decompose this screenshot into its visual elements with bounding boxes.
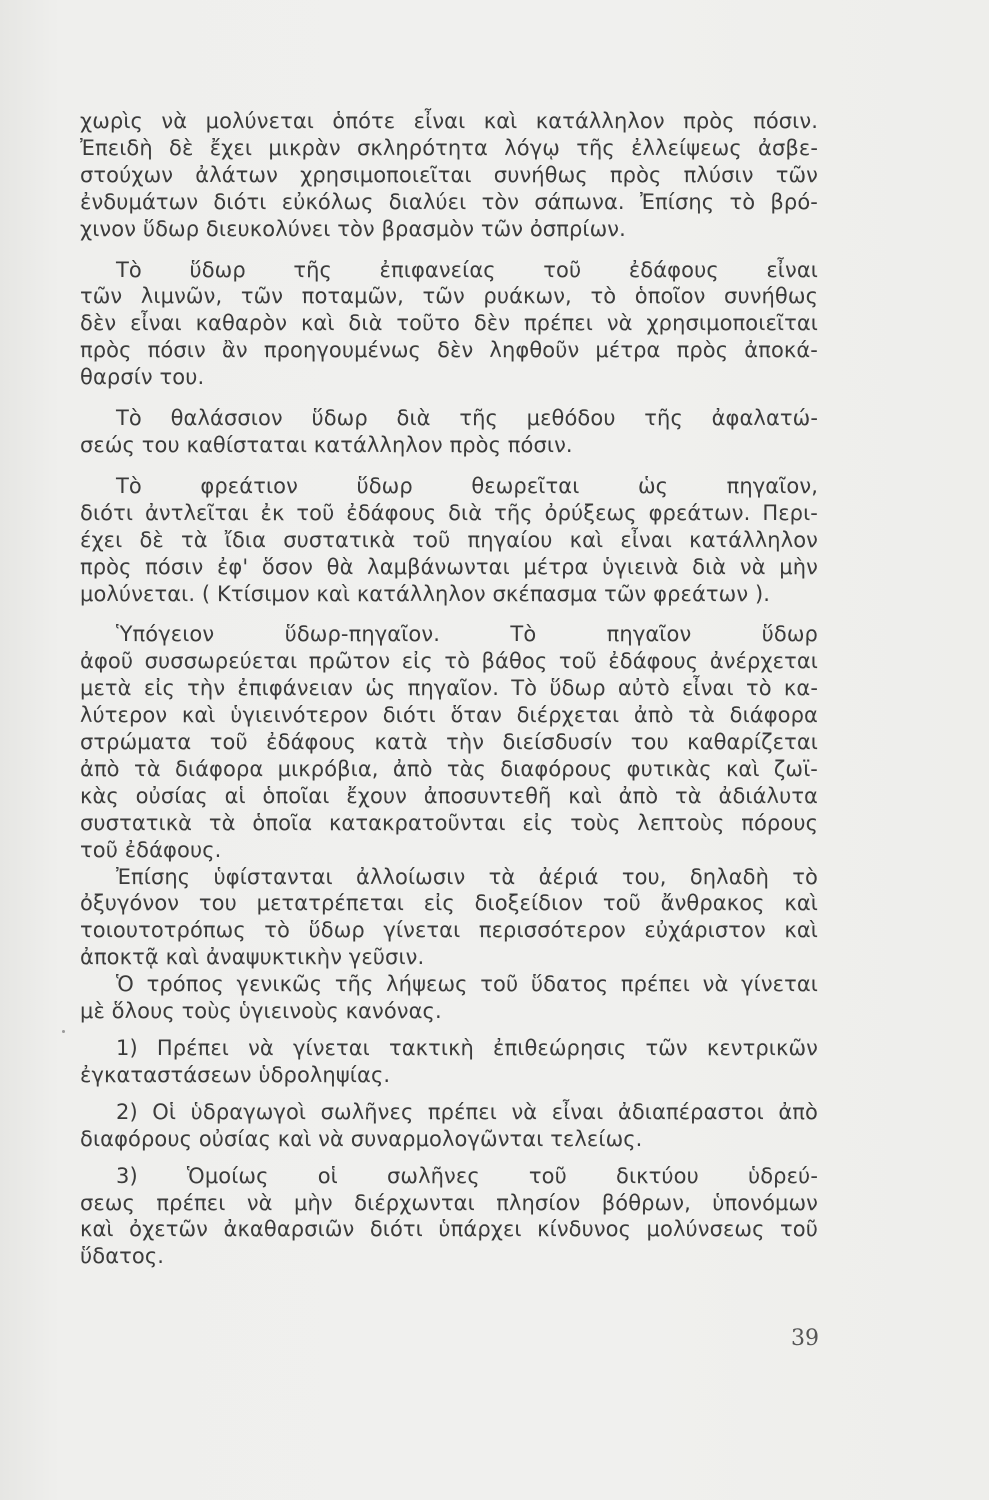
text-line: Ἐπειδὴ δὲ ἔχει μικρὰν σκληρότητα λόγῳ τῆς ἐλλείψεως ἀσβε- bbox=[80, 135, 818, 160]
text-line: ἀφοῦ συσσωρεύεται πρῶτον εἰς τὸ βάθος τοῦ ἐδάφους ἀνέρχεται bbox=[80, 649, 818, 674]
text-line: Τὸ ὕδωρ τῆς ἐπιφανείας τοῦ ἐδάφους εἶναι bbox=[116, 257, 818, 282]
text-line: θαρσίν του. bbox=[80, 365, 205, 390]
text-line: Τὸ φρεάτιον ὕδωρ θεωρεῖται ὡς πηγαῖον, bbox=[116, 473, 818, 498]
paragraph-sea-water bbox=[80, 405, 818, 459]
list-item-rule-2 bbox=[80, 1099, 818, 1153]
text-line: τοιουτοτρόπως τὸ ὕδωρ γίνεται περισσότερον εὐχάριστον καὶ bbox=[80, 918, 818, 943]
text-line: 3) Ὁμοίως οἱ σωλῆνες τοῦ δικτύου ὑδρεύ- bbox=[116, 1163, 818, 1188]
text-line: Ἐπίσης ὑφίστανται ἀλλοίωσιν τὰ ἀέριά του, δηλαδὴ τὸ bbox=[116, 864, 818, 889]
paragraph-water-intake bbox=[80, 971, 818, 1025]
text-line: πρὸς πόσιν ἂν προηγουμένως δὲν ληφθοῦν μέτρα πρὸς ἀποκά- bbox=[80, 338, 818, 363]
page-number: 39 bbox=[791, 1326, 819, 1351]
text-line: ὀξυγόνον του μετατρέπεται εἰς διοξείδιον τοῦ ἄνθρακος καὶ bbox=[80, 891, 818, 916]
text-line: σεώς του καθίσταται κατάλληλον πρὸς πόσιν. bbox=[80, 432, 573, 457]
print-speck bbox=[62, 1030, 65, 1033]
list-item-rule-3 bbox=[80, 1163, 818, 1271]
text-line: κὰς οὐσίας αἱ ὁποῖαι ἔχουν ἀποσυντεθῆ καὶ ἀπὸ τὰ ἀδιάλυτα bbox=[80, 783, 818, 808]
text-line: ἐνδυμάτων διότι εὐκόλως διαλύει τὸν σάπωνα. Ἐπίσης τὸ βρό- bbox=[80, 189, 818, 214]
text-line: τοῦ ἐδάφους. bbox=[80, 837, 222, 862]
text-line: διαφόρους οὐσίας καὶ νὰ συναρμολογῶνται τελείως. bbox=[80, 1126, 643, 1151]
paragraph-gases bbox=[80, 864, 818, 972]
text-line: πρὸς πόσιν ἐφ' ὅσον θὰ λαμβάνωνται μέτρα ὑγιεινὰ διὰ νὰ μὴν bbox=[80, 554, 818, 579]
text-line: έχει δὲ τὰ ἴδια συστατικὰ τοῦ πηγαίου καὶ εἶναι κατάλληλον bbox=[80, 527, 818, 552]
text-line: χινον ὕδωρ διευκολύνει τὸν βρασμὸν τῶν ὀσπρίων. bbox=[80, 216, 626, 241]
paragraph-groundwater bbox=[80, 621, 818, 863]
text-line: Τὸ θαλάσσιον ὕδωρ διὰ τῆς μεθόδου τῆς ἀφαλατώ- bbox=[116, 406, 818, 431]
page-text bbox=[80, 108, 818, 1270]
text-line: διότι ἀντλεῖται ἐκ τοῦ ἐδάφους διὰ τῆς ὀρύξεως φρεάτων. Περι- bbox=[80, 500, 818, 525]
text-line: ἀποκτᾷ καὶ ἀναψυκτικὴν γεῦσιν. bbox=[80, 945, 425, 970]
text-line: συστατικὰ τὰ ὁποῖα κατακρατοῦνται εἰς τοὺς λεπτοὺς πόρους bbox=[80, 810, 818, 835]
text-line: Ὑπόγειον ὕδωρ-πηγαῖον. Τὸ πηγαῖον ὕδωρ bbox=[116, 622, 818, 647]
paragraph-surface-water bbox=[80, 257, 818, 392]
text-line: μολύνεται. ( Κτίσιμον καὶ κατάλληλον σκέπασμα τῶν φρεάτων ). bbox=[80, 581, 771, 606]
text-line: λύτερον καὶ ὑγιεινότερον διότι ὅταν διέρχεται ἀπὸ τὰ διάφορα bbox=[80, 703, 818, 728]
text-line: καὶ ὀχετῶν ἀκαθαρσιῶν διότι ὑπάρχει κίνδυνος μολύνσεως τοῦ bbox=[80, 1217, 818, 1242]
text-line: Ὁ τρόπος γενικῶς τῆς λήψεως τοῦ ὕδατος πρέπει νὰ γίνεται bbox=[116, 972, 818, 997]
text-line: μετὰ εἰς τὴν ἐπιφάνειαν ὡς πηγαῖον. Τὸ ὕδωρ αὐτὸ εἶναι τὸ κα- bbox=[80, 676, 818, 701]
text-line: στρώματα τοῦ ἐδάφους κατὰ τὴν διείσδυσίν του καθαρίζεται bbox=[80, 730, 818, 755]
text-line: ὕδατος. bbox=[80, 1244, 165, 1269]
text-line: 2) Οἱ ὑδραγωγοὶ σωλῆνες πρέπει νὰ εἶναι ἀδιαπέραστοι ἀπὸ bbox=[116, 1099, 818, 1124]
text-line: 1) Πρέπει νὰ γίνεται τακτικὴ ἐπιθεώρησις τῶν κεντρικῶν bbox=[116, 1036, 818, 1060]
paragraph-well-water bbox=[80, 473, 818, 608]
text-line: ἐγκαταστάσεων ὑδροληψίας. bbox=[80, 1062, 391, 1087]
text-line: στούχων ἀλάτων χρησιμοποιεῖται συνήθως πρὸς πλύσιν τῶν bbox=[80, 162, 818, 187]
text-line: ἀπὸ τὰ διάφορα μικρόβια, ἀπὸ τὰς διαφόρους φυτικὰς καὶ ζωϊ- bbox=[80, 756, 818, 781]
text-line: τῶν λιμνῶν, τῶν ποταμῶν, τῶν ρυάκων, τὸ ὁποῖον συνήθως bbox=[80, 284, 818, 309]
text-line: μὲ ὅλους τοὺς ὑγιεινοὺς κανόνας. bbox=[80, 999, 442, 1024]
list-item-rule-1 bbox=[80, 1035, 818, 1089]
text-line: δὲν εἶναι καθαρὸν καὶ διὰ τοῦτο δὲν πρέπει νὰ χρησιμοποιεῖται bbox=[80, 311, 818, 336]
text-line: χωρὶς νὰ μολύνεται ὁπότε εἶναι καὶ κατάλληλον πρὸς πόσιν. bbox=[80, 109, 818, 133]
text-line: σεως πρέπει νὰ μὴν διέρχωνται πλησίον βόθρων, ὑπονόμων bbox=[80, 1190, 818, 1215]
paragraph-rainwater-end bbox=[80, 108, 818, 243]
